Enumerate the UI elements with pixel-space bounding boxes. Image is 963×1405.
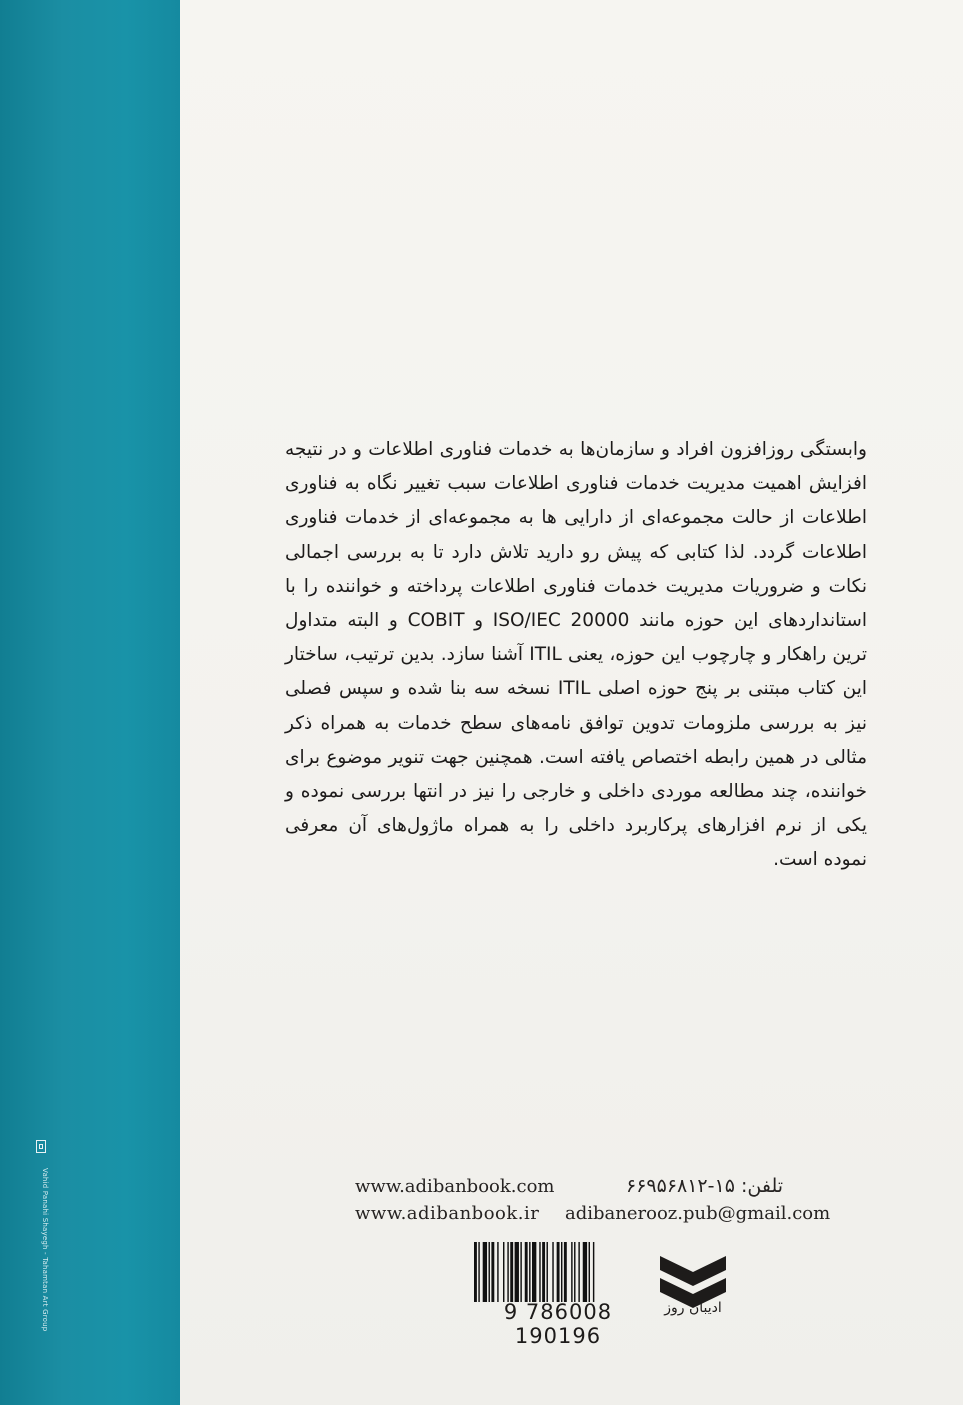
publisher-mark-icon bbox=[36, 1140, 46, 1153]
website-link-ir[interactable]: www.adibanbook.ir bbox=[355, 1203, 540, 1224]
isbn-barcode bbox=[468, 1242, 648, 1348]
spine-band bbox=[0, 0, 180, 1405]
barcode-number: 9 786008 190196 bbox=[503, 1300, 613, 1348]
email-link[interactable]: adibanerooz.pub@gmail.com bbox=[565, 1203, 831, 1224]
website-link-com[interactable]: www.adibanbook.com bbox=[355, 1176, 555, 1197]
phone-number: تلفن: ۱۵-۶۶۹۵۶۸۱۲ bbox=[626, 1175, 784, 1197]
publisher-name: ادیبان روز bbox=[664, 1300, 722, 1316]
designer-credit: Vahid Panahi Shayegh - Tahamtan Art Group bbox=[41, 1168, 49, 1332]
barcode-bars bbox=[474, 1242, 644, 1302]
blurb-text: وابستگی روزافزون افراد و سازمان‌ها به خدمات فناوری اطلاعات و در نتیجه افزایش اهمیت مدیریت خدمات فناوری اطلاعات سبب تغییر نگاه به فناوری اطلاعات از حالت مجموعه‌ای از دارایی ها به مجموعه‌ای از خدمات فناوری اطلاعات گردد. لذا کتابی که پیش رو دارید تلاش دارد تا به بررسی اجمالی نکات و ضروریات مدیریت خدمات فناوری اطلاعات پرداخته و خواننده را با استانداردهای این حوزه مانند ISO/IEC 20000 و COBIT و البته متداول ترین راهکار و چارچوب این حوزه، یعنی ITIL آشنا سازد. بدین ترتیب، ساختار این کتاب مبتنی بر پنج حوزه اصلی ITIL نسخه سه بنا شده و سپس فصلی نیز به بررسی ملزومات تدوین توافق نامه‌های سطح خدمات به همراه ذکر مثالی در همین رابطه اختصاص یافته است. همچنین جهت تنویر موضوع برای خواننده، چند مطالعه موردی داخلی و خارجی را نیز در انتها بررسی نموده و یکی از نرم افزارهای پرکاربرد داخلی را به همراه ماژول‌های آن معرفی نموده است. bbox=[285, 439, 867, 871]
